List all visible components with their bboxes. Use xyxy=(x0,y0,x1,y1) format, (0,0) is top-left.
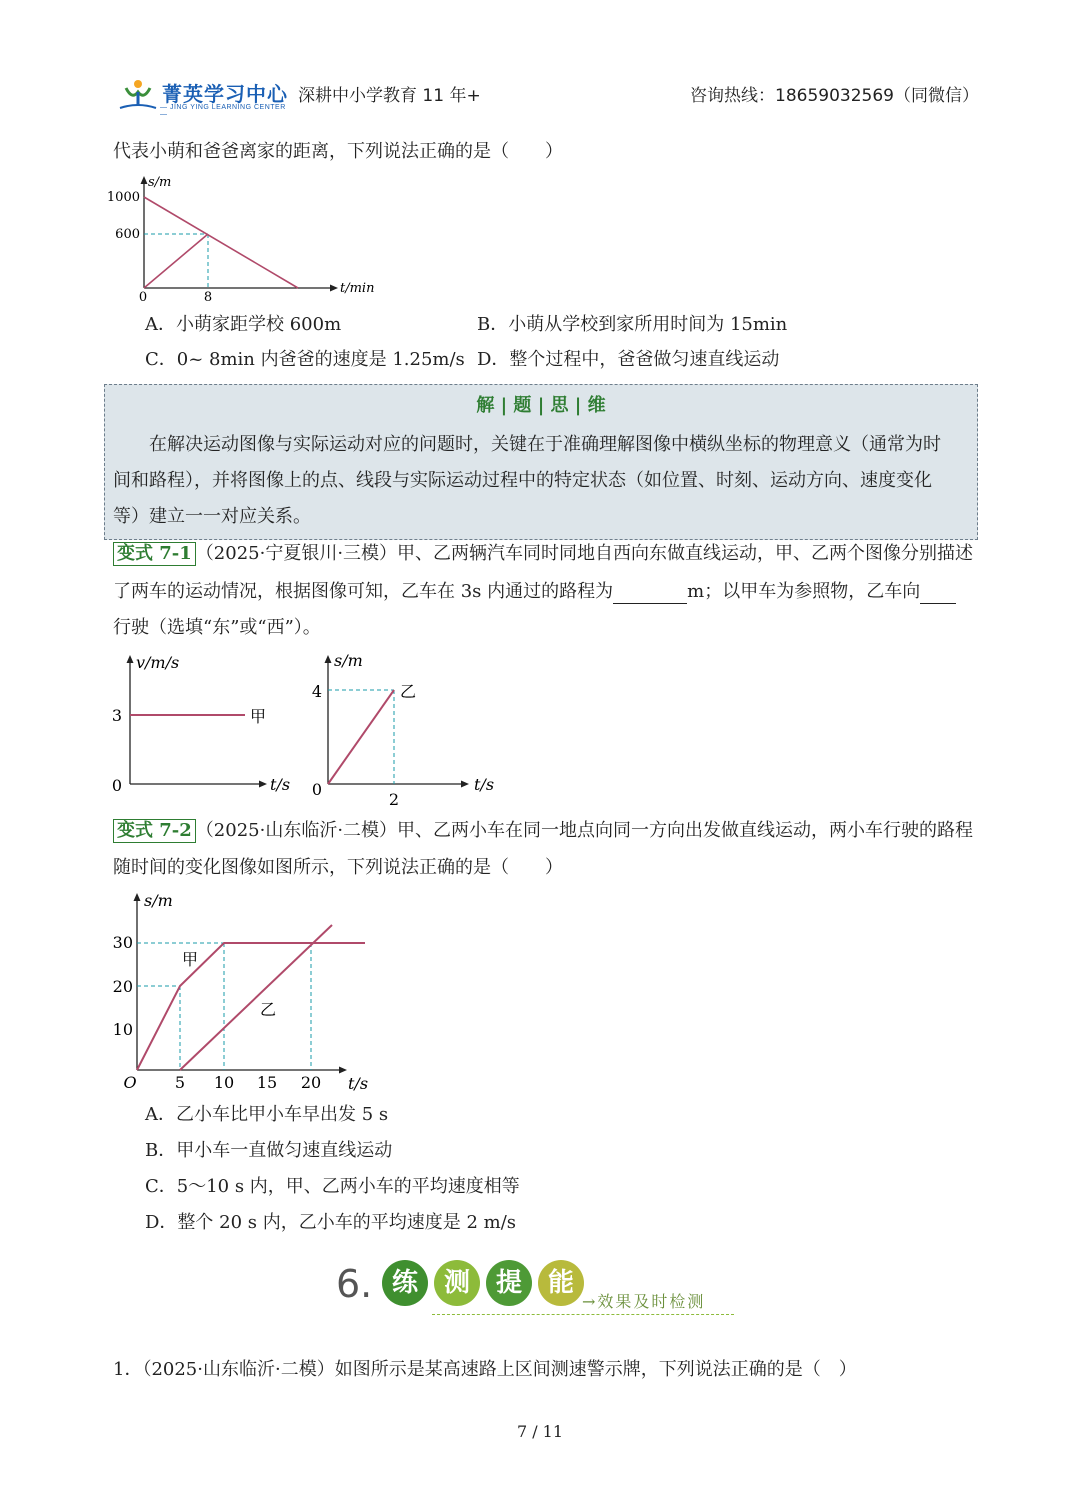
graph4-ytick-30: 30 xyxy=(112,933,133,952)
thinking-line-1: 在解决运动图像与实际运动对应的问题时，关键在于准确理解图像中横纵坐标的物理意义（通常为时 xyxy=(149,434,941,455)
graph3-origin: 0 xyxy=(311,780,322,799)
graph3-series-yi: 乙 xyxy=(400,682,417,701)
velocity-time-graph xyxy=(100,648,300,800)
option-b-2: B．甲小车一直做匀速直线运动 xyxy=(145,1140,393,1161)
graph1-xlabel: t/min xyxy=(340,281,375,296)
logo xyxy=(118,78,293,118)
graph4-ylabel: s/m xyxy=(144,891,173,910)
header-hotline: 咨询热线：18659032569（同微信） xyxy=(690,86,979,106)
graph4-xtick-5: 5 xyxy=(174,1073,186,1092)
variant-7-2-text-1: （2025·山东临沂·二模）甲、乙两小车在同一地点向同一方向出发做直线运动，两小车行驶的路程 xyxy=(195,820,974,841)
graph1-origin: 0 xyxy=(138,290,148,305)
section-char-neng: 能 xyxy=(538,1260,584,1306)
option-b: B．小萌从学校到家所用时间为 15min xyxy=(477,314,788,335)
graph3-xtick-2: 2 xyxy=(388,790,400,809)
graph4-series-jia: 甲 xyxy=(182,950,199,969)
section-subtitle: →效果及时检测 xyxy=(582,1292,706,1311)
graph1-ytick-1000: 1000 xyxy=(106,190,140,205)
graph4-ytick-10: 10 xyxy=(112,1020,133,1039)
section-char-ti: 提 xyxy=(486,1260,532,1306)
variant-7-1-line-1 xyxy=(113,542,973,566)
question-intro: 代表小萌和爸爸离家的距离，下列说法正确的是（ ） xyxy=(113,141,563,162)
variant-7-1-line-2 xyxy=(113,580,956,604)
logo-subtitle: — JING YING LEARNING CENTER — xyxy=(160,104,286,118)
graph1-ylabel: s/m xyxy=(148,175,172,190)
variant-7-2-tag: 变式 7-2 xyxy=(113,819,196,843)
option-d-2: D．整个 20 s 内，乙小车的平均速度是 2 m/s xyxy=(145,1212,517,1233)
graph4-xtick-15: 15 xyxy=(256,1073,278,1092)
variant-7-1-text-1: （2025·宁夏银川·三模）甲、乙两辆汽车同时同地自西向东做直线运动，甲、乙两个图像分别描述 xyxy=(195,543,974,564)
graph4-xlabel: t/s xyxy=(348,1074,369,1093)
thinking-title: 解 | 题 | 思 | 维 xyxy=(476,395,606,416)
graph4-xtick-10: 10 xyxy=(213,1073,235,1092)
thinking-line-2: 间和路程），并将图像上的点、线段与实际运动过程中的特定状态（如位置、时刻、运动方向、速度变化 xyxy=(113,470,932,491)
graph2-series-jia: 甲 xyxy=(250,707,267,726)
graph3-ylabel: s/m xyxy=(334,651,363,670)
thinking-box xyxy=(104,384,978,540)
graph3-ytick-4: 4 xyxy=(311,682,322,701)
logo-title: 菁英学习中心 xyxy=(162,82,288,106)
variant-7-1-text-2b: m；以甲车为参照物，乙车向 xyxy=(687,581,921,602)
distance-time-graph-yi xyxy=(300,648,510,813)
variant-7-2-line-2: 随时间的变化图像如图所示，下列说法正确的是（ ） xyxy=(113,857,563,878)
option-c-2: C．5～10 s 内，甲、乙两小车的平均速度相等 xyxy=(145,1176,520,1197)
distance-time-graph xyxy=(100,170,390,310)
option-c: C．0~ 8min 内爸爸的速度是 1.25m/s xyxy=(145,349,465,370)
graph3-xlabel: t/s xyxy=(474,775,495,794)
graph2-ylabel: v/m/s xyxy=(136,653,180,672)
logo-figure-icon xyxy=(118,78,158,114)
option-a-2: A．乙小车比甲小车早出发 5 s xyxy=(145,1104,389,1125)
graph4-ytick-20: 20 xyxy=(112,977,133,996)
variant-7-1-tag: 变式 7-1 xyxy=(113,542,196,566)
variant-7-1-text-2a: 了两车的运动情况，根据图像可知，乙车在 3s 内通过的路程为 xyxy=(113,581,614,602)
option-d: D．整个过程中，爸爸做匀速直线运动 xyxy=(477,349,780,370)
graph4-series-yi: 乙 xyxy=(260,1000,277,1019)
graph1-xtick-8: 8 xyxy=(203,290,213,305)
section-underline xyxy=(432,1314,734,1315)
section-banner xyxy=(336,1256,746,1320)
graph2-xlabel: t/s xyxy=(270,775,291,794)
header-tagline: 深耕中小学教育 11 年+ xyxy=(298,86,481,106)
graph1-ytick-600: 600 xyxy=(115,227,140,242)
thinking-line-3: 等）建立一一对应关系。 xyxy=(113,506,311,527)
two-cars-distance-graph xyxy=(100,888,390,1098)
section-char-ce: 测 xyxy=(434,1260,480,1306)
graph4-xtick-20: 20 xyxy=(300,1073,322,1092)
question-1: 1．（2025·山东临沂·二模）如图所示是某高速路上区间测速警示牌，下列说法正确的是（ ） xyxy=(113,1359,857,1380)
graph2-ytick-3: 3 xyxy=(111,706,122,725)
section-char-lian: 练 xyxy=(382,1260,428,1306)
page-number: 7 / 11 xyxy=(516,1422,564,1441)
section-number: 6. xyxy=(336,1262,373,1306)
answer-blank-distance[interactable] xyxy=(613,585,687,604)
graph4-origin: O xyxy=(123,1073,137,1092)
answer-blank-direction[interactable] xyxy=(920,585,956,604)
graph2-origin: 0 xyxy=(111,776,122,795)
variant-7-1-line-3: 行驶（选填“东”或“西”）。 xyxy=(113,617,321,638)
variant-7-2-line-1 xyxy=(113,819,973,843)
option-a: A．小萌家距学校 600m xyxy=(145,314,342,335)
